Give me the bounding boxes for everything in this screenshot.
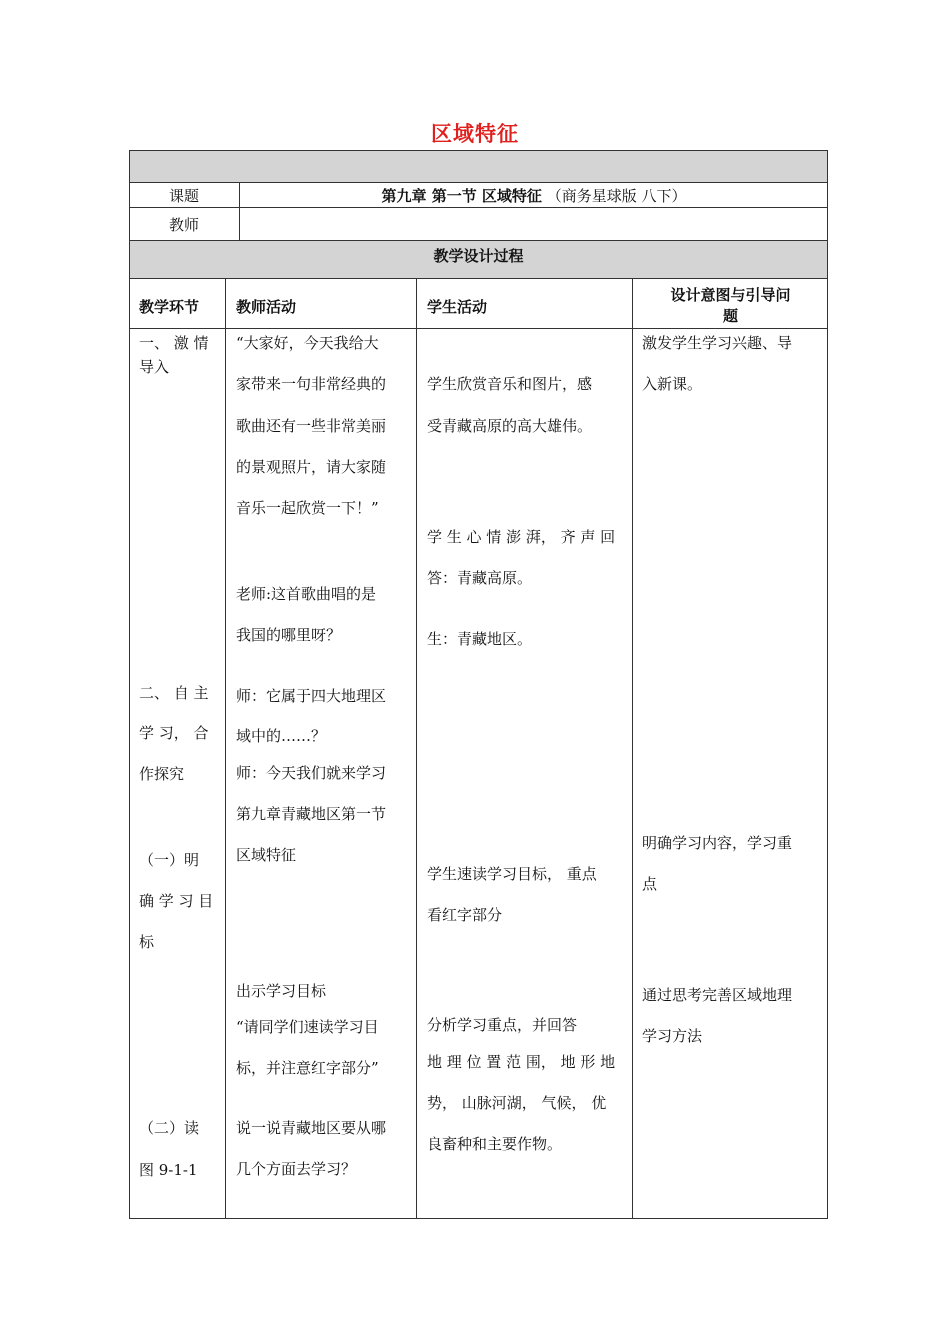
teacher-activity-line: 师：今天我们就来学习 [236,764,387,782]
topic-value [240,185,828,206]
stage-line: 确 学 习 目 [139,892,214,910]
teacher-activity-line: 家带来一句非常经典的 [236,375,387,393]
design-intent-line: 点 [642,875,658,893]
teacher-label: 教师 [168,216,199,234]
teacher-activity-line: 我国的哪里呀？ [236,626,342,644]
col-header-intent [633,285,828,327]
teacher-activity-line: 音乐一起欣赏一下！” [236,499,379,517]
document-title: 区域特征 [431,122,519,146]
teacher-activity-line: 的景观照片，请大家随 [236,458,387,476]
student-activity-line: 势， 山脉河湖， 气候， 优 [427,1094,607,1112]
stage-line: 二、 自 主 [139,684,209,702]
stage-line: 标 [139,933,155,951]
stage-line: 导入 [139,358,170,376]
stage-line: 图 9-1-1 [139,1161,198,1179]
student-activity-line: 学 生 心 情 澎 湃， 齐 声 回 [427,528,616,546]
teacher-activity-line: 第九章青藏地区第一节 [236,805,387,823]
student-activity-line: 学生欣赏音乐和图片，感 [427,375,593,393]
teacher-activity-line: 区域特征 [236,846,297,864]
teacher-activity-line: “大家好，今天我给大 [236,334,379,352]
teacher-activity-line: 老师:这首歌曲唱的是 [236,585,377,603]
stage-line: 一、 激 情 [139,334,209,352]
col-header-stage: 教学环节 [139,298,200,316]
student-activity-line: 地 理 位 置 范 围， 地 形 地 [427,1053,616,1071]
col-header-intent-line1: 设计意图与引导问 [670,286,791,304]
teacher-activity-line: 出示学习目标 [236,982,327,1000]
teacher-activity-line: 歌曲还有一些非常美丽 [236,417,387,435]
stage-line: 学 习， 合 [139,724,209,742]
topic-edition: （商务星球版 八下） [546,187,687,205]
teacher-activity-line: 师：它属于四大地理区 [236,687,387,705]
design-intent-line: 入新课。 [642,375,703,393]
student-activity-line: 受青藏高原的高大雄伟。 [427,417,593,435]
topic-label: 课题 [168,187,199,205]
student-activity-line: 学生速读学习目标， 重点 [427,865,597,883]
col-header-intent-line2: 题 [722,307,738,325]
col-header-student: 学生活动 [427,298,488,316]
design-intent-line: 学习方法 [642,1027,703,1045]
teacher-activity-line: 说一说青藏地区要从哪 [236,1119,387,1137]
stage-line: （一）明 [139,851,200,869]
student-activity-line: 答：青藏高原。 [427,569,533,587]
teacher-activity-line: 标，并注意红字部分” [236,1059,379,1077]
stage-line: 作探究 [139,765,185,783]
teacher-activity-line: 几个方面去学习？ [236,1160,357,1178]
process-heading: 教学设计过程 [433,247,524,265]
col-header-teacher: 教师活动 [236,298,297,316]
design-intent-line: 明确学习内容，学习重 [642,834,793,852]
design-intent-line: 激发学生学习兴趣、导 [642,334,793,352]
design-intent-line: 通过思考完善区域地理 [642,986,793,1004]
student-activity-line: 分析学习重点，并回答 [427,1016,578,1034]
teacher-activity-line: “请同学们速读学习目 [236,1018,379,1036]
teacher-activity-line: 域中的……？ [236,727,327,745]
student-activity-line: 良畜种和主要作物。 [427,1135,563,1153]
student-activity-line: 生：青藏地区。 [427,630,533,648]
student-activity-line: 看红字部分 [427,906,503,924]
topic-title: 第九章 第一节 区域特征 [381,187,542,205]
stage-line: （二）读 [139,1119,200,1137]
